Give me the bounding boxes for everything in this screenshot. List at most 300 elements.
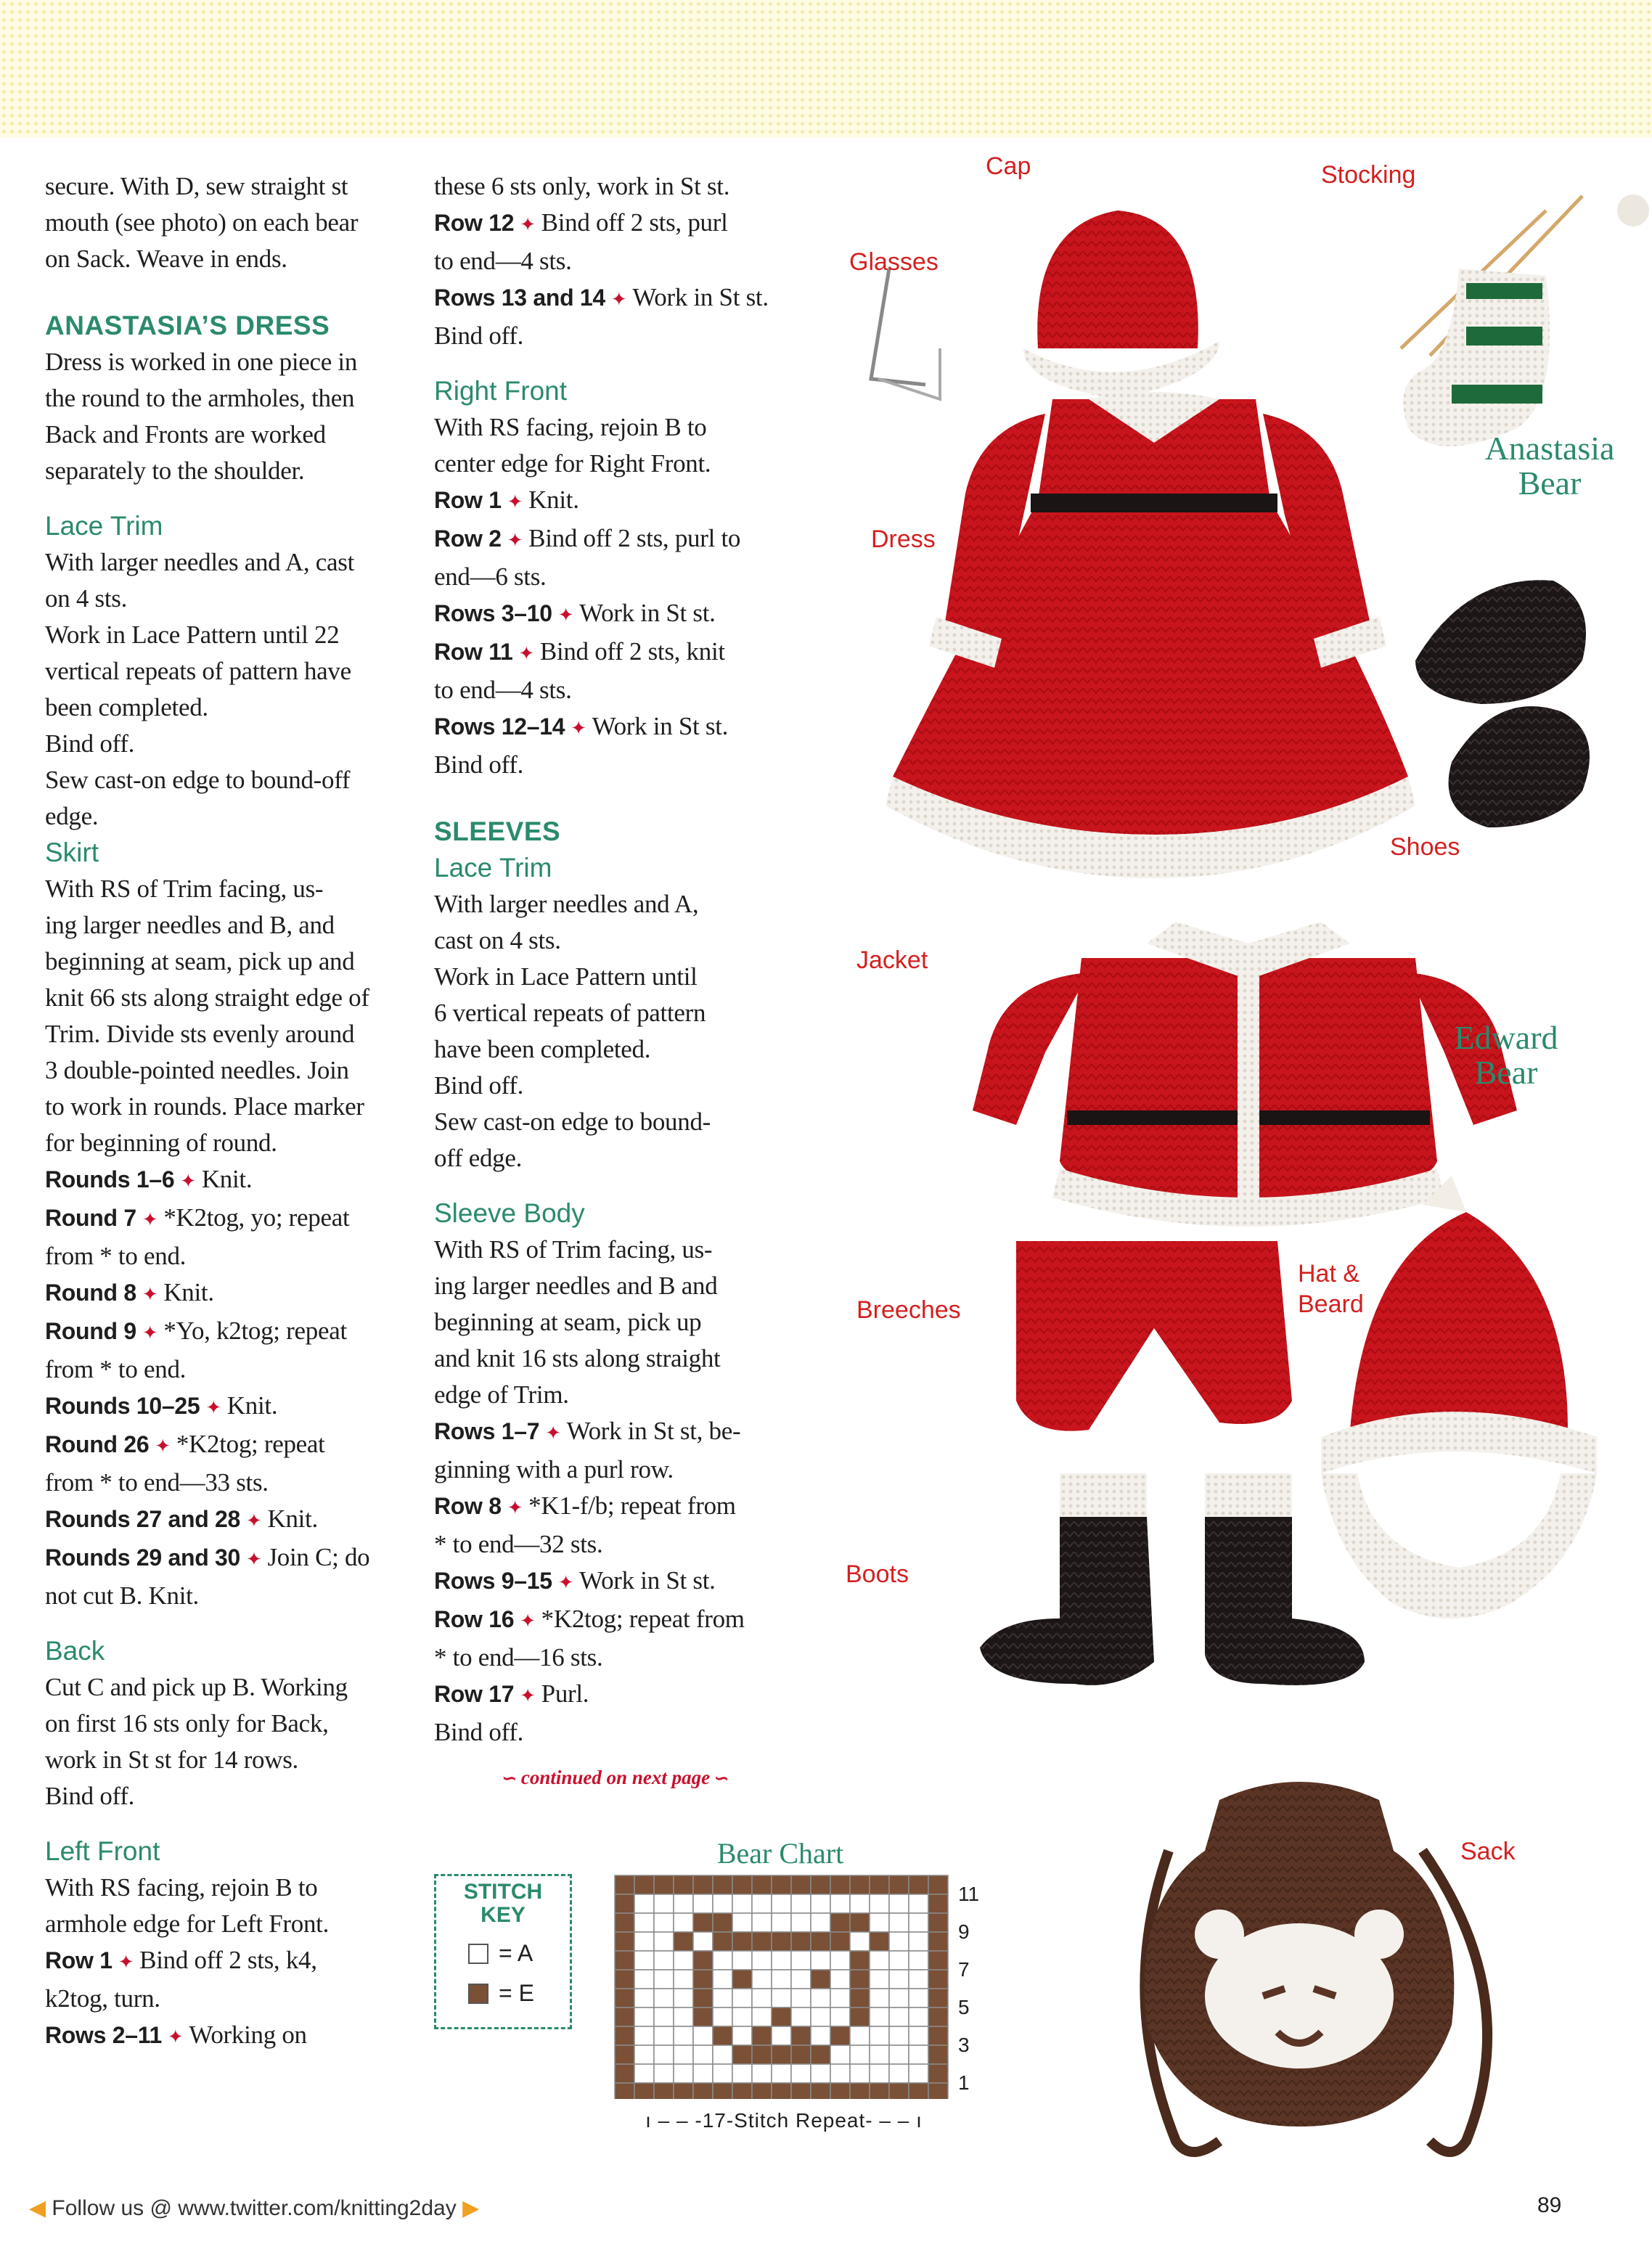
chart-cell [732, 1989, 752, 2008]
chart-cell [752, 2083, 772, 2099]
chart-cell [732, 1951, 752, 1970]
intro-paragraph [45, 168, 408, 277]
chart-cell [634, 1989, 654, 2008]
color-swatch-e [468, 1984, 488, 2004]
bullet-icon: ✦ [136, 1322, 164, 1344]
chart-cell [654, 1875, 674, 1894]
right-arrow-icon: ▶ [462, 2196, 480, 2220]
continued-paragraph: Bind off. [434, 322, 524, 350]
right-front-row [434, 520, 797, 595]
stitch-key-label-a: = A [499, 1940, 533, 1966]
bullet-icon: ✦ [539, 1423, 567, 1444]
chart-cell [634, 2083, 654, 2099]
chart-cell [772, 1913, 791, 1932]
sleeve-lace-paragraph-line: cast on 4 sts. [434, 926, 561, 954]
chart-cell [791, 1951, 811, 1970]
chart-cell [732, 1913, 752, 1932]
chart-cell [634, 2008, 654, 2026]
back-paragraph-line: on first 16 sts only for Back, [45, 1709, 329, 1738]
right-front-paragraph [434, 409, 797, 482]
instruction-label: Row 12 [434, 210, 515, 236]
instruction-label: Row 11 [434, 639, 513, 665]
instruction-text: Bind off 2 sts, purl to [528, 524, 741, 552]
chart-cell [772, 2045, 791, 2064]
chart-cell [615, 2064, 634, 2083]
skirt-paragraph-line: With RS of Trim facing, us- [45, 875, 324, 903]
stitch-key-label-e: = E [499, 1980, 534, 2006]
skirt-paragraph-line: for beginning of round. [45, 1129, 277, 1157]
back-paragraph: Bind off. [45, 1782, 135, 1810]
chart-cell [732, 1970, 752, 1989]
sleeve-lace-paragraph-line: off edge. [434, 1144, 523, 1172]
sleeve-lace-paragraph-line: 6 vertical repeats of pattern [434, 999, 706, 1027]
instruction-label: Row 17 [434, 1681, 515, 1707]
sleeve-body-row [434, 1413, 797, 1488]
continued-paragraph [434, 168, 797, 205]
sleeve-body-row [434, 1488, 797, 1563]
instruction-text: * to end—16 sts. [434, 1643, 603, 1671]
page-number: 89 [1537, 2193, 1562, 2217]
chart-cell [791, 1913, 811, 1932]
stitch-key-title: STITCH KEY [463, 1880, 543, 1927]
instruction-label: Rounds 29 and 30 [45, 1544, 241, 1571]
instruction-text: end—6 sts. [434, 562, 547, 591]
heading-skirt: Skirt [45, 838, 99, 867]
right-front-row [434, 595, 797, 634]
label-breeches: Breeches [856, 1296, 961, 1324]
hat-beard-item [1321, 1176, 1597, 1618]
anastasia-bear-label: Anastasia Bear [1484, 430, 1615, 502]
chart-cell [713, 2064, 732, 2083]
skirt-paragraph-line: ing larger needles and B, and [45, 911, 335, 939]
instruction-text: Working on [189, 2021, 307, 2049]
skirt-paragraph [45, 871, 408, 1161]
chart-cell [615, 2083, 634, 2099]
sleeve-body-paragraph-line: With RS of Trim facing, us- [434, 1235, 713, 1264]
sleeve-lace-paragraph [434, 1104, 797, 1176]
sleeve-body-row [434, 1676, 797, 1714]
instruction-label: Rows 2–11 [45, 2022, 162, 2048]
chart-cell [713, 1913, 732, 1932]
chart-cell [732, 2064, 752, 2083]
chart-cell [693, 1989, 713, 2008]
instruction-label: Row 8 [434, 1493, 502, 1519]
label-dress: Dress [871, 525, 936, 553]
bullet-icon: ✦ [200, 1397, 227, 1419]
lace-trim-paragraph-line: Sew cast-on edge to bound-off [45, 766, 351, 794]
left-arrow-icon: ◀ [29, 2196, 46, 2220]
chart-cell [674, 2008, 693, 2026]
instruction-text: Work in St st. [579, 1566, 716, 1595]
skirt-paragraph-line: to work in rounds. Place marker [45, 1092, 364, 1121]
chart-cell [752, 1989, 772, 2008]
chart-cell [674, 1932, 693, 1951]
right-front-row [434, 482, 797, 520]
label-glasses: Glasses [849, 248, 939, 276]
sleeve-body-row [434, 1563, 797, 1601]
chart-cell [791, 1894, 811, 1913]
left-front-paragraph [45, 1870, 408, 1942]
heading-sleeve-lace-trim: Lace Trim [434, 853, 552, 883]
heading-back: Back [45, 1636, 105, 1666]
skirt-paragraph-line: beginning at seam, pick up and [45, 947, 355, 975]
chart-cell [713, 1894, 732, 1913]
chart-cell [693, 1913, 713, 1932]
chart-cell [634, 1970, 654, 1989]
sleeve-lace-paragraph: Bind off. [434, 1071, 524, 1100]
lace-trim-paragraph-line: Work in Lace Pattern until 22 [45, 621, 340, 649]
chart-cell [674, 2026, 693, 2045]
instruction-text: k2tog, turn. [45, 1984, 160, 2013]
chart-cell [693, 1932, 713, 1951]
bullet-icon: ✦ [240, 1549, 268, 1571]
chart-cell [772, 1970, 791, 1989]
bullet-icon: ✦ [565, 718, 592, 740]
chart-cell [791, 2064, 811, 2083]
right-front-row [434, 634, 797, 708]
sleeve-body-paragraph: Bind off. [434, 1718, 524, 1746]
bear-chart-title: Bear Chart [716, 1837, 844, 1870]
chart-cell [791, 1875, 811, 1894]
bullet-icon: ✦ [552, 605, 580, 626]
chart-cell [693, 2026, 713, 2045]
chart-cell [752, 2008, 772, 2026]
chart-cell [713, 2026, 732, 2045]
chart-cell [615, 1875, 634, 1894]
instruction-label: Rows 12–14 [434, 713, 565, 740]
footer-twitter: ◀ Follow us @ www.twitter.com/knitting2day ▶ [29, 2196, 480, 2220]
dress-intro-paragraph [45, 344, 408, 489]
heading-anastasias-dress: ANASTASIA’S DRESS [45, 311, 330, 340]
chart-cell [654, 1951, 674, 1970]
chart-cell [634, 1932, 654, 1951]
instruction-text: * to end—32 sts. [434, 1530, 603, 1558]
bullet-icon: ✦ [112, 1952, 140, 1973]
chart-cell [752, 1875, 772, 1894]
skirt-round [45, 1200, 408, 1274]
dress-intro-paragraph-line: Dress is worked in one piece in [45, 348, 358, 376]
instruction-text: from * to end. [45, 1355, 187, 1383]
chart-cell [615, 2008, 634, 2026]
sleeve-lace-paragraph [434, 959, 797, 1068]
instruction-text: Bind off 2 sts, k4, [139, 1946, 317, 1974]
continued-note [434, 1767, 797, 1789]
lace-trim-paragraph-line: edge. [45, 802, 99, 830]
chart-cell [654, 2045, 674, 2064]
chart-cell [615, 2045, 634, 2064]
chart-cell [654, 2064, 674, 2083]
bullet-icon: ✦ [240, 1510, 268, 1532]
bullet-icon: ✦ [136, 1209, 164, 1231]
sleeve-body-paragraph [434, 1232, 797, 1413]
instruction-text: *K1-f/b; repeat from [528, 1491, 736, 1520]
heading-sleeve-body: Sleeve Body [434, 1198, 585, 1228]
shoes-item [1415, 580, 1590, 827]
chart-cell [693, 2045, 713, 2064]
back-paragraph-line: Cut C and pick up B. Working [45, 1673, 348, 1701]
chart-cell [634, 1951, 654, 1970]
text-column-1 [45, 168, 408, 2055]
chart-cell [713, 2083, 732, 2099]
intro-paragraph-line: secure. With D, sew straight st [45, 172, 348, 200]
instruction-text: Knit. [528, 486, 579, 514]
chart-cell [752, 1932, 772, 1951]
chart-cell [713, 1875, 732, 1894]
bullet-icon: ✦ [514, 1611, 541, 1632]
instruction-label: Row 2 [434, 525, 502, 552]
left-front-row [45, 1942, 408, 2017]
bullet-icon: ✦ [512, 643, 540, 665]
chart-cell [654, 1932, 674, 1951]
heading-right-front: Right Front [434, 376, 568, 406]
chart-cell [634, 1875, 654, 1894]
chart-cell [772, 2008, 791, 2026]
chart-cell [732, 1932, 752, 1951]
instruction-text: Work in St st. [592, 712, 729, 740]
sleeve-lace-paragraph-line: Work in Lace Pattern until [434, 962, 698, 991]
left-front-paragraph-line: armhole edge for Left Front. [45, 1910, 330, 1938]
instruction-label: Row 1 [434, 487, 502, 513]
chart-cell [674, 2064, 693, 2083]
instruction-text: to end—4 sts. [434, 247, 572, 275]
chart-cell [772, 2083, 791, 2099]
repeat-left-bracket: ı – – [645, 2109, 695, 2132]
instruction-label: Rows 1–7 [434, 1418, 540, 1444]
dress-item [886, 392, 1415, 878]
breeches-item [1016, 1241, 1292, 1431]
chart-cell [654, 1989, 674, 2008]
instruction-label: Round 8 [45, 1280, 136, 1306]
chart-cell [732, 2083, 752, 2099]
chart-cell [772, 1875, 791, 1894]
chart-cell [772, 2026, 791, 2045]
chart-cell [615, 1894, 634, 1913]
instruction-text: from * to end. [45, 1242, 187, 1270]
dress-intro-paragraph-line: the round to the armholes, then [45, 384, 355, 412]
left-front-paragraph-line: With RS facing, rejoin B to [45, 1873, 318, 1902]
skirt-round [45, 1161, 408, 1200]
instruction-label: Rows 3–10 [434, 600, 552, 626]
sleeve-body-row [434, 1601, 797, 1676]
bullet-icon: ✦ [605, 289, 633, 311]
skirt-round [45, 1426, 408, 1501]
chart-cell [674, 1913, 693, 1932]
chart-cell [732, 2008, 752, 2026]
stitch-key [434, 1874, 572, 2029]
chart-cell [615, 1913, 634, 1932]
text-column-2 [434, 168, 797, 1789]
chart-cell [674, 1951, 693, 1970]
intro-paragraph-line: on Sack. Weave in ends. [45, 245, 287, 273]
chart-cell [791, 2083, 811, 2099]
sleeve-lace-paragraph-line: have been completed. [434, 1035, 651, 1063]
sleeve-body-paragraph-line: beginning at seam, pick up [434, 1308, 702, 1336]
instruction-text: Work in St st, be- [566, 1417, 741, 1445]
instruction-text: Work in St st. [579, 599, 716, 627]
chart-cell [674, 1970, 693, 1989]
chart-cell [791, 1989, 811, 2008]
back-paragraph-line: work in St st for 14 rows. [45, 1746, 299, 1774]
chart-cell [772, 1932, 791, 1951]
instruction-label: Row 1 [45, 1947, 113, 1973]
boots-item [980, 1473, 1365, 1685]
chart-cell [634, 2064, 654, 2083]
stocking-item [1401, 195, 1649, 446]
edward-bear-label: Edward Bear [1454, 1019, 1558, 1091]
chart-cell [791, 1970, 811, 1989]
bullet-icon: ✦ [501, 530, 529, 552]
lace-trim-paragraph [45, 544, 408, 617]
label-hat-beard: Hat & Beard [1298, 1260, 1364, 1318]
bullet-icon: ✦ [174, 1171, 202, 1192]
right-front-row [434, 708, 797, 747]
dress-intro-paragraph-line: separately to the shoulder. [45, 457, 305, 485]
chart-cell [693, 2083, 713, 2099]
bullet-icon: ✦ [514, 214, 541, 236]
instruction-text: Bind off 2 sts, knit [539, 637, 725, 666]
chart-cell [732, 1875, 752, 1894]
ornament-icon: ∽ [710, 1769, 729, 1788]
heading-left-front: Left Front [45, 1836, 160, 1866]
skirt-round [45, 1313, 408, 1388]
bullet-icon: ✦ [552, 1572, 580, 1594]
stitch-repeat-label: ı – – -17-Stitch Repeat- – – ı [645, 2109, 923, 2132]
left-front-row [45, 2017, 408, 2055]
instruction-text: *K2tog, yo; repeat [163, 1203, 350, 1232]
instruction-label: Rows 13 and 14 [434, 285, 605, 311]
color-swatch-a [468, 1944, 488, 1964]
skirt-round [45, 1388, 408, 1426]
chart-row-number: 1 [958, 2071, 970, 2094]
chart-cell [654, 2083, 674, 2099]
chart-cell [615, 1989, 634, 2008]
chart-cell [752, 1970, 772, 1989]
chart-cell [752, 1894, 772, 1913]
continued-paragraph-line: these 6 sts only, work in St st. [434, 172, 730, 200]
chart-cell [732, 2045, 752, 2064]
chart-cell [654, 1894, 674, 1913]
label-stocking: Stocking [1321, 161, 1416, 189]
bullet-icon: ✦ [149, 1436, 176, 1457]
skirt-paragraph-line: knit 66 sts along straight edge of [45, 983, 369, 1012]
instruction-text: not cut B. Knit. [45, 1581, 200, 1610]
chart-cell [693, 1970, 713, 1989]
instruction-text: *K2tog; repeat [176, 1430, 325, 1458]
chart-cell [732, 1894, 752, 1913]
instruction-text: Join C; do [267, 1543, 370, 1571]
chart-cell [752, 2064, 772, 2083]
dress-intro-paragraph-line: Back and Fronts are worked [45, 420, 326, 449]
instruction-label: Round 7 [45, 1205, 136, 1231]
chart-cell [634, 2045, 654, 2064]
instruction-text: Knit. [267, 1505, 318, 1533]
chart-cell [772, 1894, 791, 1913]
chart-cell [693, 1894, 713, 1913]
label-cap: Cap [986, 152, 1031, 180]
chart-cell [634, 2026, 654, 2045]
chart-cell [693, 2064, 713, 2083]
chart-cell [752, 1951, 772, 1970]
back-paragraph [45, 1669, 408, 1778]
instruction-label: Rounds 1–6 [45, 1166, 175, 1192]
chart-row-number: 7 [958, 1958, 970, 1981]
chart-row-number: 11 [958, 1883, 980, 1905]
chart-cell [674, 1894, 693, 1913]
repeat-right-bracket: – – ı [872, 2109, 923, 2132]
chart-row-number: 5 [958, 1996, 970, 2018]
glasses-item [871, 269, 940, 399]
chart-cell [615, 2026, 634, 2045]
chart-cell [752, 2026, 772, 2045]
chart-cell [791, 1932, 811, 1951]
instruction-text: Knit. [201, 1165, 253, 1193]
chart-cell [634, 1894, 654, 1913]
label-shoes: Shoes [1390, 833, 1460, 861]
skirt-round [45, 1501, 408, 1539]
sleeve-lace-paragraph [434, 886, 797, 959]
chart-cell [791, 2026, 811, 2045]
lace-trim-paragraph [45, 617, 408, 726]
lace-trim-paragraph-line: vertical repeats of pattern have [45, 657, 351, 685]
instruction-text: *K2tog; repeat from [541, 1605, 745, 1633]
chart-cell [713, 1989, 732, 2008]
chart-cell [674, 1875, 693, 1894]
instruction-text: Bind off 2 sts, purl [541, 208, 728, 237]
lace-trim-paragraph-line: on 4 sts. [45, 584, 128, 613]
left-front-row [434, 205, 797, 279]
skirt-round [45, 1539, 408, 1614]
chart-cell [634, 1913, 654, 1932]
lace-trim-paragraph: Bind off. [45, 729, 135, 758]
chart-cell [791, 2045, 811, 2064]
chart-cell [752, 1913, 772, 1932]
sleeve-body-paragraph-line: and knit 16 sts along straight [434, 1344, 721, 1372]
chart-cell [654, 2026, 674, 2045]
lace-trim-paragraph-line: been completed. [45, 693, 208, 721]
bullet-icon: ✦ [501, 1497, 529, 1519]
skirt-paragraph-line: Trim. Divide sts evenly around [45, 1020, 355, 1048]
heading-lace-trim: Lace Trim [45, 511, 163, 541]
right-front-paragraph-line: center edge for Right Front. [434, 449, 711, 478]
stitch-key-item-e [468, 1980, 570, 2007]
instruction-text: Knit. [226, 1391, 278, 1420]
chart-cell [615, 1970, 634, 1989]
stitch-key-item-a [468, 1940, 570, 1967]
sack-item [1145, 1782, 1487, 2152]
instruction-text: *Yo, k2tog; repeat [163, 1317, 347, 1345]
doll-clothes-photo [813, 109, 1652, 2177]
intro-paragraph-line: mouth (see photo) on each bear [45, 208, 359, 237]
chart-cell [693, 2008, 713, 2026]
instruction-text: from * to end—33 sts. [45, 1468, 269, 1497]
instruction-text: Knit. [163, 1278, 214, 1306]
instruction-label: Rounds 27 and 28 [45, 1506, 241, 1532]
chart-cell [713, 2008, 732, 2026]
chart-row-number: 3 [958, 2034, 970, 2056]
left-front-row [434, 279, 797, 318]
instruction-text: ginning with a purl row. [434, 1455, 674, 1483]
skirt-round [45, 1274, 408, 1313]
chart-cell [713, 1970, 732, 1989]
chart-cell [713, 1932, 732, 1951]
chart-cell [713, 1951, 732, 1970]
skirt-paragraph-line: 3 double-pointed needles. Join [45, 1056, 349, 1084]
bullet-icon: ✦ [501, 491, 529, 513]
instruction-label: Rounds 10–25 [45, 1393, 200, 1419]
instruction-label: Row 16 [434, 1606, 515, 1632]
sleeve-lace-paragraph-line: With larger needles and A, [434, 890, 699, 918]
chart-cell [713, 2045, 732, 2064]
